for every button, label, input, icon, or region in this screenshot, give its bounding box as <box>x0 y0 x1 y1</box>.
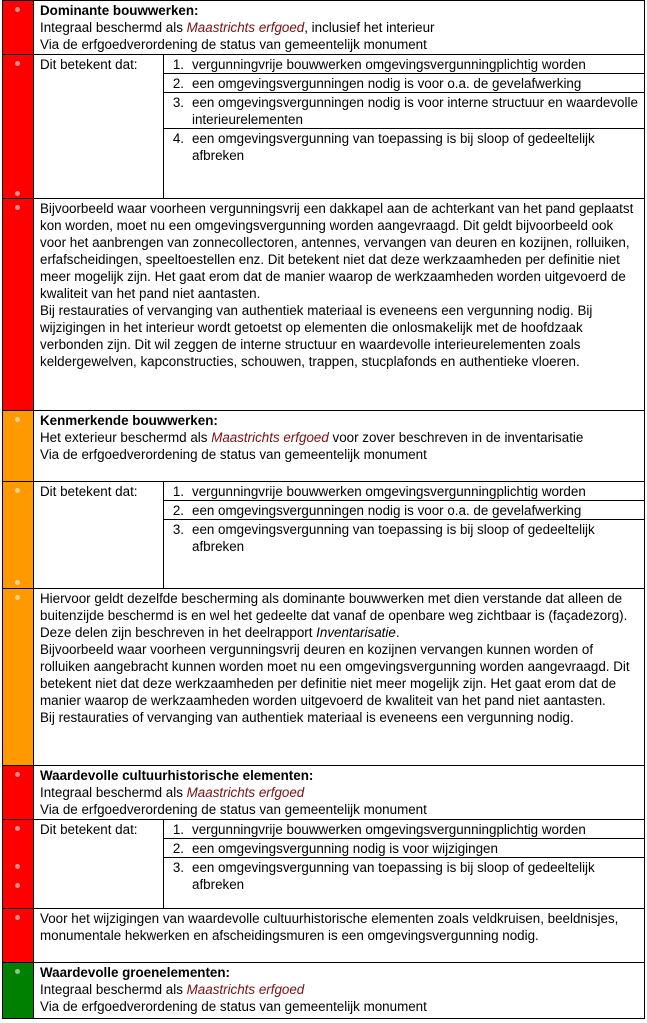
list-label: Dit betekent dat: <box>34 55 164 198</box>
kenmerkend-items <box>164 482 644 588</box>
list-item: 2. een omgevingsvergunningen nodig is voor o.a. de gevelafwerking <box>164 74 644 93</box>
list-label: Dit betekent dat: <box>34 482 164 588</box>
kenmerkend-explanation-row <box>2 589 645 766</box>
bullet-icon <box>15 595 20 600</box>
protection-line: Integraal beschermd als Maastrichts erfgoed <box>40 982 305 997</box>
kenmerkend-header-cell <box>34 411 644 481</box>
bullet-icon <box>15 969 20 974</box>
status-line: Via de erfgoedverordening de status van gemeentelijk monument <box>40 999 427 1014</box>
section-title: Waardevolle groenelementen: <box>40 965 230 980</box>
status-line: Via de erfgoedverordening de status van gemeentelijk monument <box>40 802 427 817</box>
section-title: Kenmerkende bouwwerken: <box>40 413 218 428</box>
explanation-paragraph: Bij restauraties of vervanging van authentiek materiaal is eveneens een vergunning nodig. <box>40 710 574 725</box>
waardevol-list-row <box>2 820 645 909</box>
section-title: Waardevolle cultuurhistorische elementen: <box>40 768 314 783</box>
dominant-header-row <box>2 0 645 55</box>
bullet-icon <box>15 580 20 585</box>
bullet-icon <box>15 191 20 196</box>
waardevol-items <box>164 820 644 908</box>
explanation-paragraph: Voor het wijzigingen van waardevolle cultuurhistorische elementen zoals veldkruisen, beeldnisjes, monumentale hekwerken en afscheidingsmuren is een omgevingsvergunning nodig. <box>40 911 619 943</box>
red-marker <box>3 55 34 198</box>
bullet-icon <box>15 205 20 210</box>
bullet-icon <box>15 826 20 831</box>
status-line: Via de erfgoedverordening de status van gemeentelijk monument <box>40 447 427 462</box>
list-item: 3. een omgevingsvergunning van toepassing is bij sloop of gedeeltelijk afbreken <box>172 522 595 554</box>
dominant-explanation-cell <box>34 199 644 410</box>
list-item: 3. een omgevingsvergunning van toepassing is bij sloop of gedeeltelijk afbreken <box>172 860 595 892</box>
kenmerkend-list-row <box>2 482 645 589</box>
explanation-paragraph: Bij restauraties of vervanging van authentiek materiaal is eveneens een vergunning nodig. Bij wijzigingen in het interieur wordt getoetst op elementen die onlosmakelijk met de hoofdzaak verbonden zijn. Dit wil zeggen de interne structuur en waardevolle interieurelementen zoals keldergewelven, kapconstructies, schouwen, trappen, stucplafonds en authentieke vloeren. <box>40 303 593 369</box>
bullet-icon <box>15 883 20 888</box>
protection-line: Integraal beschermd als Maastrichts erfgoed <box>40 785 305 800</box>
dominant-list-cell <box>34 55 644 198</box>
bullet-icon <box>15 7 20 12</box>
red-marker <box>3 1 34 54</box>
list-item: 3. een omgevingsvergunningen nodig is voor interne structuur en waardevolle interieurelementen <box>164 93 644 129</box>
bullet-icon <box>15 488 20 493</box>
waardevol-header-row <box>2 766 645 820</box>
protection-table <box>2 0 645 1019</box>
list-item: 1. vergunningvrije bouwwerken omgevingsvergunningplichtig worden <box>164 482 644 501</box>
red-marker <box>3 909 34 962</box>
kenmerkend-list-cell <box>34 482 644 588</box>
list-item: 4. een omgevingsvergunning van toepassing is bij sloop of gedeeltelijk afbreken <box>172 131 595 163</box>
protection-line: Het exterieur beschermd als Maastrichts erfgoed voor zover beschreven in de inventarisatie <box>40 430 584 445</box>
waardevol-list-cell <box>34 820 644 908</box>
kenmerkend-header-row <box>2 411 645 482</box>
kenmerkend-explanation-cell <box>34 589 644 765</box>
section-title: Dominante bouwwerken: <box>40 3 199 18</box>
list-item: 1. vergunningvrije bouwwerken omgevingsvergunningplichtig worden <box>164 55 644 74</box>
dominant-explanation-row <box>2 199 645 411</box>
waardevol-explanation-cell <box>34 909 644 962</box>
waardevol-header-cell <box>34 766 644 819</box>
groen-header-cell <box>34 963 644 1018</box>
protection-line: Integraal beschermd als Maastrichts erfgoed, inclusief het interieur <box>40 20 435 35</box>
green-marker <box>3 963 34 1018</box>
list-label: Dit betekent dat: <box>34 820 164 908</box>
explanation-paragraph: Bijvoorbeeld waar voorheen vergunningsvrij deuren en kozijnen vervangen kunnen worden of rolluiken aangebracht kunnen worden moet nu een omgevingsvergunning worden aangevraagd. Dit betekent niet dat deze werkzaamheden per definitie niet meer mogelijk zijn. Het gaat erom dat de manier waarop de werkzaamheden worden uitgevoerd de kwaliteit van het pand niet aantasten. <box>40 642 630 708</box>
waardevol-explanation-row <box>2 909 645 963</box>
bullet-icon <box>15 864 20 869</box>
bullet-icon <box>15 61 20 66</box>
bullet-icon <box>15 417 20 422</box>
dominant-items <box>164 55 644 198</box>
explanation-paragraph: Bijvoorbeeld waar voorheen vergunningsvrij een dakkapel aan de achterkant van het pand geplaatst kon worden, moet nu een omgevingsvergunning worden aangevraagd. Dit geldt bijvoorbeeld ook voor het aanbrengen van zonnecollectoren, antennes, vervangen van deuren en kozijnen, rolluiken, erfafscheidingen, speeltoestellen enz. Dit betekent niet dat deze werkzaamheden per definitie niet meer mogelijk zijn. Het gaat erom dat de manier waarop de werkzaamheden worden uitgevoerd de kwaliteit van het pand niet aantasten. <box>40 201 634 301</box>
orange-marker <box>3 589 34 765</box>
dominant-header-cell <box>34 1 644 54</box>
bullet-icon <box>15 772 20 777</box>
orange-marker <box>3 482 34 588</box>
status-line: Via de erfgoedverordening de status van gemeentelijk monument <box>40 37 427 52</box>
list-item: 1. vergunningvrije bouwwerken omgevingsvergunningplichtig worden <box>164 820 644 839</box>
red-marker <box>3 766 34 819</box>
red-marker <box>3 199 34 410</box>
list-item: 2. een omgevingsvergunningen nodig is voor o.a. de gevelafwerking <box>164 501 644 520</box>
bullet-icon <box>15 915 20 920</box>
dominant-list-row <box>2 55 645 199</box>
list-item: 2. een omgevingsvergunning nodig is voor wijzigingen <box>164 839 644 858</box>
orange-marker <box>3 411 34 481</box>
red-marker <box>3 820 34 908</box>
groen-header-row <box>2 963 645 1019</box>
explanation-paragraph: Hiervoor geldt dezelfde bescherming als dominante bouwwerken met dien verstande dat alleen de buitenzijde beschermd is en wel het gedeelte dat vanaf de openbare weg zichtbaar is (façadezorg). Deze delen zijn beschreven in het deelrapport Inventarisatie. <box>40 591 628 640</box>
